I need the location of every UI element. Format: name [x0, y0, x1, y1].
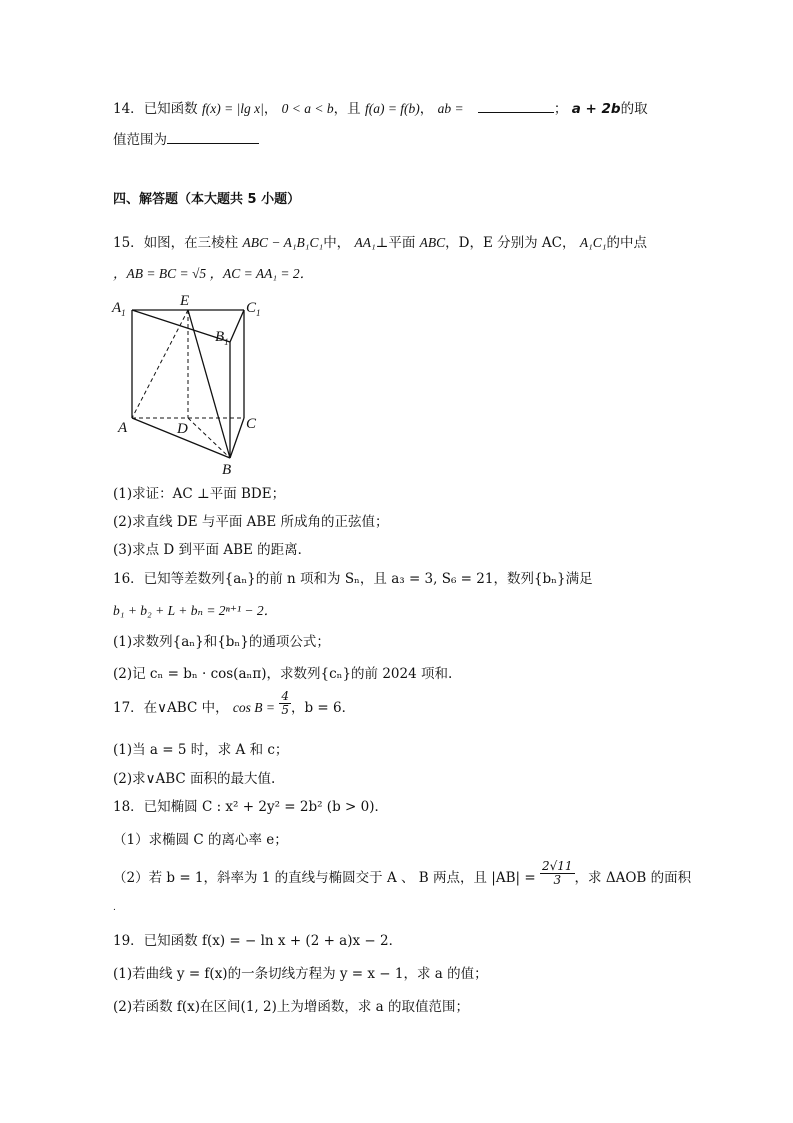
q15-sub-1: (1)求证：AC ⊥平面 BDE； — [113, 486, 286, 502]
q14-condition-2: f(a) = f(b) — [364, 101, 420, 116]
q17-numerator: 4 — [281, 689, 289, 703]
label-C1: $C_1$ — [246, 300, 261, 318]
q15-text-d: ，D，E 分别为 AC， — [445, 235, 576, 251]
q15-abc: ABC — [419, 235, 446, 250]
q17-fraction — [279, 690, 291, 717]
q18-sub2-tail: ，求 ΔAOB 的面积 — [574, 870, 692, 887]
label-D: D — [177, 421, 188, 437]
q17-tail: ，b = 6． — [290, 700, 356, 717]
label-C: C — [246, 416, 257, 432]
q19-line-1: 19．已知函数 f(x) = − ln x + (2 + a)x − 2． — [113, 933, 403, 949]
q16-sub-1: (1)求数列{aₙ}和{bₙ}的通项公式； — [113, 634, 330, 650]
q17-line-1 — [113, 689, 356, 718]
label-E: E — [180, 294, 190, 309]
q14-number: 14． — [113, 101, 144, 117]
prism-figure — [108, 294, 268, 480]
q18-denominator: 3 — [553, 873, 562, 888]
q14-expression: a + 2b — [571, 101, 621, 117]
label-B: B — [222, 462, 232, 478]
q16-line-1: 16．已知等差数列{aₙ}的前 n 项和为 Sₙ，且 a₃ = 3, S₆ = 21，数列{bₙ}满足 — [113, 571, 593, 587]
q18-sub2-text: （2）若 b = 1，斜率为 1 的直线与椭圆交于 A 、 B 两点，且 |AB| = — [113, 870, 536, 887]
q15-line-2: ，AB = BC = √5 ，AC = AA₁ = 2． — [113, 266, 314, 281]
q14-line-1: 14．已知函数 f(x) = |lg x|， 0 < a < b，且 f(a) = f(b)， ab = ； a + 2b的取 — [113, 101, 648, 117]
q14-ab-label: ab = — [437, 101, 464, 116]
q15-text-a: 如图，在三棱柱 — [143, 235, 239, 251]
q14-condition-1: 0 < a < b — [281, 101, 334, 116]
q17-sub-2: (2)求∨ABC 面积的最大值. — [113, 771, 276, 787]
q18-sub-2 — [113, 859, 692, 888]
q14-line-2 — [113, 131, 259, 148]
q14-answer-blank-1[interactable] — [478, 100, 554, 113]
q18-numerator: 2√11 — [541, 859, 573, 873]
q17-cosB: cos B = — [232, 700, 276, 716]
q18-line-1: 18．已知椭圆 C : x² + 2y² = 2b² (b > 0)． — [113, 799, 388, 815]
q17-intro: 17．在∨ABC 中， — [113, 700, 229, 717]
q19-sub-2: (2)若函数 f(x)在区间(1, 2)上为增函数，求 a 的取值范围； — [113, 999, 469, 1015]
q15-a1c1: A₁C₁ — [579, 235, 607, 250]
label-A: A — [118, 420, 128, 436]
q19-sub-1: (1)若曲线 y = f(x)的一条切线方程为 y = x − 1，求 a 的值； — [113, 966, 488, 982]
q18-sub-1: （1）求椭圆 C 的离心率 e； — [113, 832, 288, 848]
q15-aa1: AA₁ — [354, 235, 376, 250]
q16-line-2: b₁ + b₂ + L + bₙ = 2ⁿ⁺¹ − 2． — [113, 603, 278, 618]
label-B1: $B_1$ — [215, 329, 229, 347]
q15-line-1 — [113, 236, 647, 251]
q15-text-c: ⊥平面 — [375, 235, 416, 251]
q16-sub-2: (2)记 cₙ = bₙ · cos(aₙπ)，求数列{cₙ}的前 2024 项和. — [113, 666, 453, 682]
edge-B-C — [230, 418, 244, 458]
q17-sub-1: (1)当 a = 5 时，求 A 和 c； — [113, 742, 289, 758]
label-A1: $A_1$ — [112, 300, 126, 318]
q14-answer-blank-2[interactable] — [167, 131, 259, 144]
q14-semicolon: ； — [553, 101, 568, 117]
q14-intro: 已知函数 — [143, 101, 198, 117]
q15-text-b: 中， — [323, 235, 351, 251]
edge-B1-C1 — [230, 310, 244, 342]
q18-fraction — [540, 860, 575, 887]
q14-function: f(x) = |lg x| — [201, 101, 264, 116]
q17-denominator: 5 — [281, 703, 289, 718]
q15-sub-3: (3)求点 D 到平面 ABE 的距离． — [113, 542, 312, 558]
q15-prism: ABC − A₁B₁C₁ — [242, 235, 324, 250]
q14-tail: 的取 — [620, 101, 648, 117]
q15-number: 15． — [113, 235, 144, 251]
q15-text-e: 的中点 — [606, 235, 647, 251]
q15-sub-2: (2)求直线 DE 与平面 ABE 所成角的正弦值； — [113, 514, 389, 530]
section-heading: 四、解答题（本大题共 5 小题） — [113, 192, 301, 207]
q14-range-label: 值范围为 — [113, 132, 167, 148]
q18-dot: . — [113, 903, 116, 913]
q14-and: ，且 — [333, 101, 361, 117]
